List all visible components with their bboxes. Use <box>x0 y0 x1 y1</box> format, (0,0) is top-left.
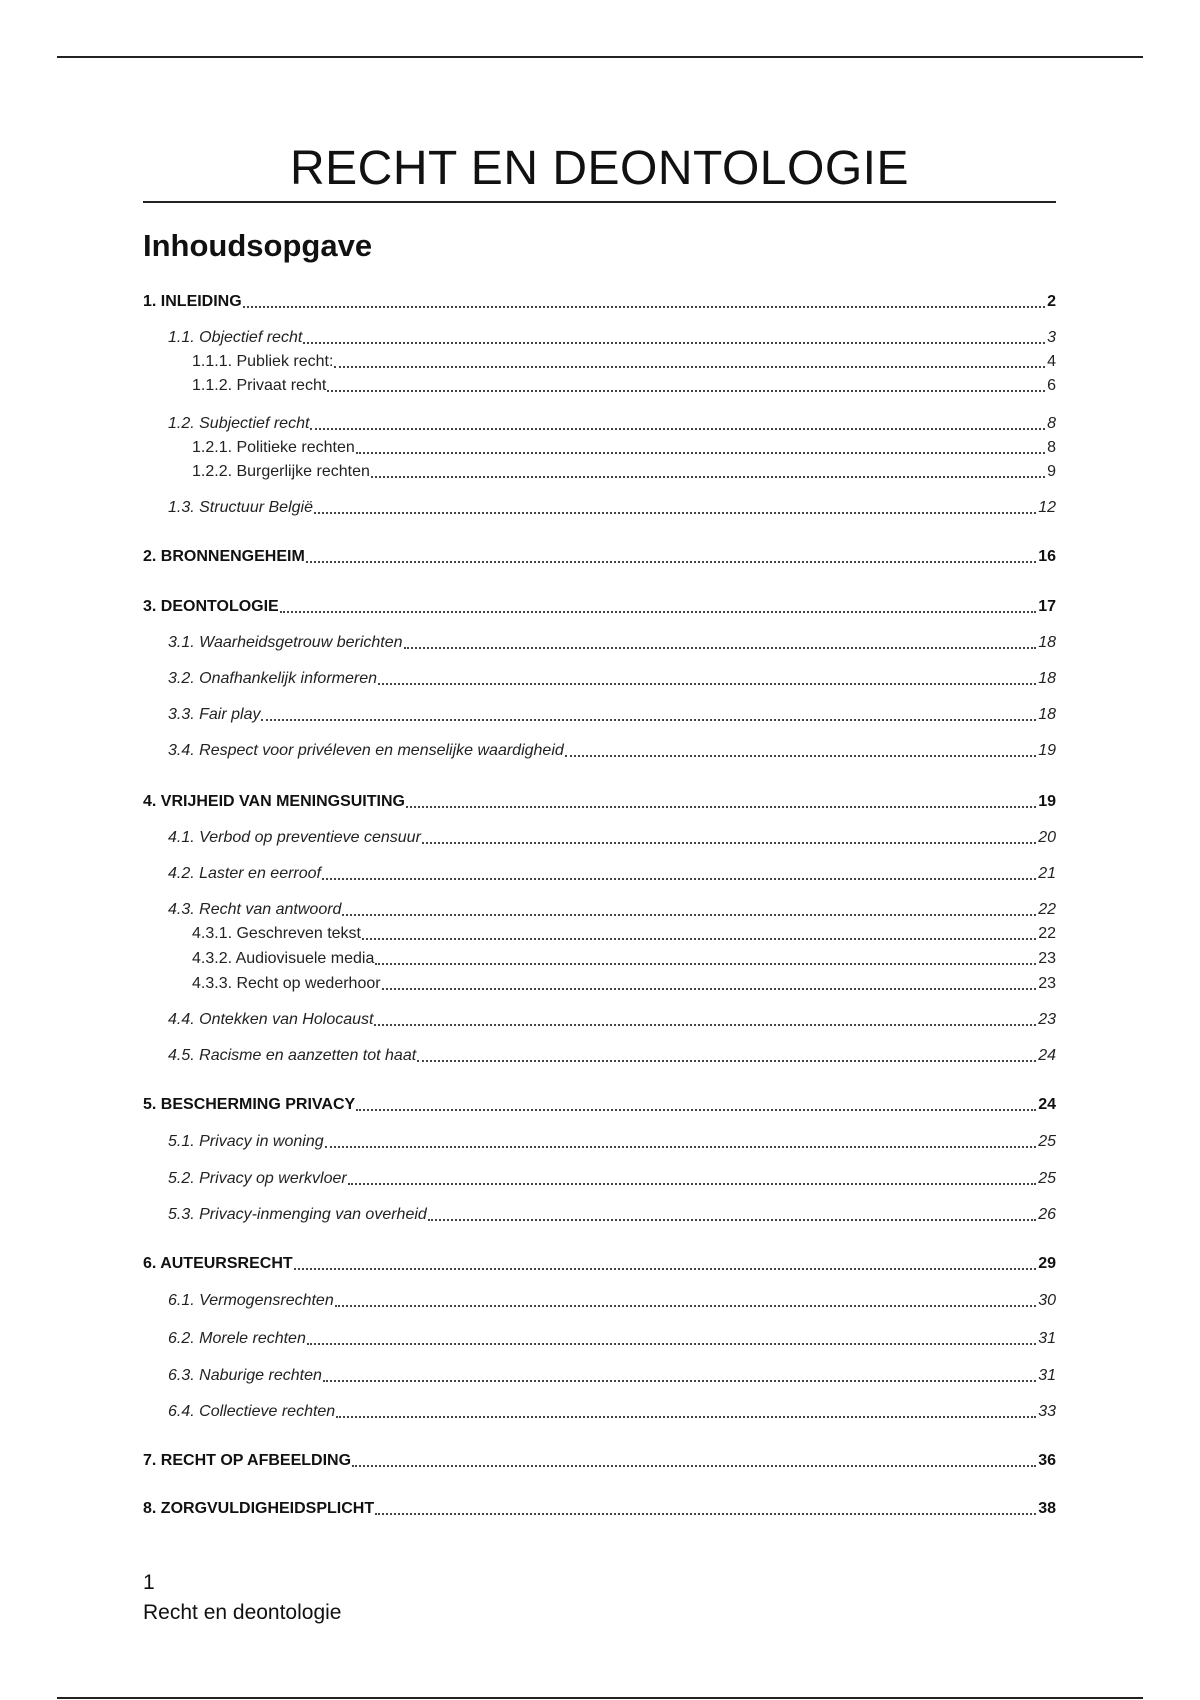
toc-entry-6-3[interactable] <box>143 1362 1056 1386</box>
toc-entry-5-1[interactable] <box>143 1128 1056 1152</box>
title-underline <box>143 201 1056 203</box>
toc-page: 19 <box>1038 742 1056 759</box>
toc-page: 3 <box>1047 329 1056 346</box>
toc-page: 22 <box>1038 925 1056 942</box>
footer-page-number: 1 <box>143 1571 155 1594</box>
toc-page: 23 <box>1038 975 1056 992</box>
toc-page: 31 <box>1038 1330 1056 1347</box>
toc-entry-2[interactable] <box>143 543 1056 567</box>
dot-leader <box>327 390 1045 392</box>
dot-leader <box>280 611 1036 613</box>
toc-entry-4-4[interactable] <box>143 1006 1056 1030</box>
toc-page: 25 <box>1038 1170 1056 1187</box>
toc-page: 38 <box>1038 1500 1056 1517</box>
dot-leader <box>406 806 1036 808</box>
footer-title: Recht en deontologie <box>143 1601 342 1624</box>
toc-page: 9 <box>1047 463 1056 480</box>
toc-page: 18 <box>1038 670 1056 687</box>
dot-leader <box>356 452 1045 454</box>
toc-page: 30 <box>1038 1292 1056 1309</box>
toc-page: 36 <box>1038 1452 1056 1469</box>
toc-label: 5.1. Privacy in woning <box>168 1133 324 1150</box>
toc-entry-5-3[interactable] <box>143 1201 1056 1225</box>
toc-entry-1-1[interactable] <box>143 324 1056 348</box>
toc-page: 6 <box>1047 377 1056 394</box>
toc-label: 3.2. Onafhankelijk informeren <box>168 670 377 687</box>
toc-label: 6.3. Naburige rechten <box>168 1367 322 1384</box>
toc-page: 18 <box>1038 706 1056 723</box>
toc-entry-1[interactable] <box>143 288 1056 312</box>
toc-label: 7. RECHT OP AFBEELDING <box>143 1452 352 1469</box>
toc-label: 1.1.1. Publiek recht: <box>192 353 334 370</box>
toc-entry-4-1[interactable] <box>143 824 1056 848</box>
toc-entry-4-3-3[interactable] <box>143 970 1056 994</box>
toc-entry-4-3[interactable] <box>143 896 1056 920</box>
toc-entry-7[interactable] <box>143 1447 1056 1471</box>
toc-label: 4.2. Laster en eerroof <box>168 865 321 882</box>
toc-page: 29 <box>1038 1255 1056 1272</box>
toc-entry-3-1[interactable] <box>143 629 1056 653</box>
toc-label: 1.2.2. Burgerlijke rechten <box>192 463 370 480</box>
toc-page: 26 <box>1038 1206 1056 1223</box>
toc-page: 31 <box>1038 1367 1056 1384</box>
toc-label: 1.1. Objectief recht <box>168 329 303 346</box>
toc-entry-6[interactable] <box>143 1250 1056 1274</box>
dot-leader <box>342 914 1036 916</box>
toc-entry-1-2-2[interactable] <box>143 458 1056 482</box>
toc-page: 18 <box>1038 634 1056 651</box>
toc-page: 19 <box>1038 793 1056 810</box>
toc-entry-5-2[interactable] <box>143 1165 1056 1189</box>
toc-page: 21 <box>1038 865 1056 882</box>
toc-entry-4-3-2[interactable] <box>143 945 1056 969</box>
toc-page: 23 <box>1038 1011 1056 1028</box>
dot-leader <box>335 1305 1036 1307</box>
toc-entry-5[interactable] <box>143 1091 1056 1115</box>
dot-leader <box>362 938 1036 940</box>
dot-leader <box>378 683 1036 685</box>
dot-leader <box>348 1183 1036 1185</box>
toc-label: 1.1.2. Privaat recht <box>192 377 327 394</box>
dot-leader <box>352 1465 1036 1467</box>
dot-leader <box>261 719 1036 721</box>
toc-heading: Inhoudsopgave <box>143 228 373 263</box>
toc-label: 1.2.1. Politieke rechten <box>192 439 355 456</box>
toc-label: 1.2. Subjectief recht <box>168 415 310 432</box>
toc-label: 4. VRIJHEID VAN MENINGSUITING <box>143 793 405 810</box>
toc-entry-6-2[interactable] <box>143 1325 1056 1349</box>
toc-page: 25 <box>1038 1133 1056 1150</box>
dot-leader <box>565 755 1036 757</box>
dot-leader <box>243 306 1045 308</box>
toc-label: 3.3. Fair play <box>168 706 261 723</box>
toc-entry-3-4[interactable] <box>143 737 1056 761</box>
dot-leader <box>428 1219 1036 1221</box>
toc-label: 4.1. Verbod op preventieve censuur <box>168 829 421 846</box>
toc-label: 6.4. Collectieve rechten <box>168 1403 336 1420</box>
dot-leader <box>303 342 1045 344</box>
dot-leader <box>325 1146 1037 1148</box>
toc-page: 17 <box>1038 598 1056 615</box>
toc-entry-4-3-1[interactable] <box>143 920 1056 944</box>
toc-label: 2. BRONNENGEHEIM <box>143 548 305 565</box>
toc-label: 3.4. Respect voor privéleven en menselijke waardigheid <box>168 742 564 759</box>
toc-entry-4-5[interactable] <box>143 1042 1056 1066</box>
dot-leader <box>306 561 1036 563</box>
toc-label: 3. DEONTOLOGIE <box>143 598 279 615</box>
dot-leader <box>382 988 1037 990</box>
toc-entry-6-4[interactable] <box>143 1398 1056 1422</box>
toc-label: 1. INLEIDING <box>143 293 242 310</box>
toc-label: 8. ZORGVULDIGHEIDSPLICHT <box>143 1500 375 1517</box>
dot-leader <box>375 1513 1036 1515</box>
toc-entry-1-1-1[interactable] <box>143 348 1056 372</box>
toc-entry-1-3[interactable] <box>143 494 1056 518</box>
toc-page: 2 <box>1047 293 1056 310</box>
toc-entry-4[interactable] <box>143 788 1056 812</box>
dot-leader <box>336 1416 1036 1418</box>
dot-leader <box>371 476 1045 478</box>
dot-leader <box>322 878 1036 880</box>
toc-page: 20 <box>1038 829 1056 846</box>
toc-label: 4.3.1. Geschreven tekst <box>192 925 361 942</box>
toc-label: 5.2. Privacy op werkvloer <box>168 1170 347 1187</box>
toc-page: 24 <box>1038 1047 1056 1064</box>
toc-label: 1.3. Structuur België <box>168 499 313 516</box>
dot-leader <box>374 1024 1036 1026</box>
toc-entry-3[interactable] <box>143 593 1056 617</box>
dot-leader <box>417 1060 1036 1062</box>
page-top-rule <box>57 56 1143 58</box>
dot-leader <box>323 1380 1036 1382</box>
document-title: RECHT EN DEONTOLOGIE <box>290 142 909 195</box>
toc-page: 4 <box>1047 353 1056 370</box>
toc-entry-1-2[interactable] <box>143 410 1056 434</box>
toc-entry-6-1[interactable] <box>143 1287 1056 1311</box>
toc-entry-1-2-1[interactable] <box>143 434 1056 458</box>
dot-leader <box>307 1343 1036 1345</box>
toc-page: 16 <box>1038 548 1056 565</box>
dot-leader <box>422 842 1036 844</box>
dot-leader <box>404 647 1037 649</box>
toc-label: 5. BESCHERMING PRIVACY <box>143 1096 356 1113</box>
toc-page: 24 <box>1038 1096 1056 1113</box>
dot-leader <box>314 512 1036 514</box>
toc-entry-8[interactable] <box>143 1495 1056 1519</box>
toc-page: 23 <box>1038 950 1056 967</box>
toc-page: 8 <box>1047 415 1056 432</box>
toc-label: 4.5. Racisme en aanzetten tot haat <box>168 1047 417 1064</box>
toc-page: 22 <box>1038 901 1056 918</box>
dot-leader <box>375 963 1036 965</box>
dot-leader <box>294 1268 1037 1270</box>
toc-entry-1-1-2[interactable] <box>143 372 1056 396</box>
toc-label: 6.1. Vermogensrechten <box>168 1292 334 1309</box>
page-bottom-rule <box>57 1697 1143 1699</box>
toc-label: 5.3. Privacy-inmenging van overheid <box>168 1206 427 1223</box>
toc-label: 6. AUTEURSRECHT <box>143 1255 293 1272</box>
toc-label: 6.2. Morele rechten <box>168 1330 306 1347</box>
dot-leader <box>310 428 1045 430</box>
toc-page: 8 <box>1047 439 1056 456</box>
toc-label: 3.1. Waarheidsgetrouw berichten <box>168 634 403 651</box>
toc-label: 4.3.3. Recht op wederhoor <box>192 975 381 992</box>
toc-page: 12 <box>1038 499 1056 516</box>
toc-page: 33 <box>1038 1403 1056 1420</box>
toc-label: 4.3.2. Audiovisuele media <box>192 950 375 967</box>
toc-entry-4-2[interactable] <box>143 860 1056 884</box>
toc-entry-3-2[interactable] <box>143 665 1056 689</box>
toc-label: 4.4. Ontekken van Holocaust <box>168 1011 374 1028</box>
dot-leader <box>334 366 1045 368</box>
toc-entry-3-3[interactable] <box>143 701 1056 725</box>
dot-leader <box>356 1109 1036 1111</box>
toc-label: 4.3. Recht van antwoord <box>168 901 342 918</box>
